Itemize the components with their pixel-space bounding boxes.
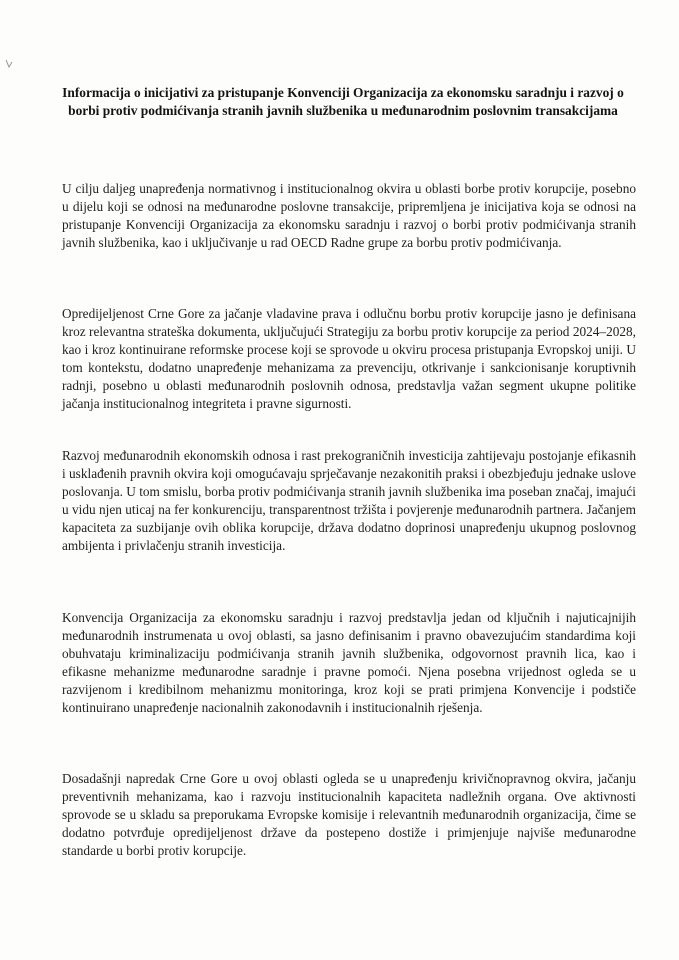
paragraph-4: Konvencija Organizacija za ekonomsku saradnju i razvoj predstavlja jedan od ključnih i najuticajnijih međunarodnih instrumenata u ovoj oblasti, sa jasno definisanim i pravno obavezujućim standardima koji obuhvataju kriminalizaciju podmićivanja stranih javnih službenika, odgovornost pravnih lica, kao i efikasne mehanizme međunarodne saradnje i pravne pomoći. Njena posebna vrijednost ogleda se u razvijenom i kredibilnom mehanizmu monitoringa, kroz koji se prati primjena Konvencije i podstiče kontinuirano unapređenje nacionalnih zakonodavnih i institucionalnih rješenja. <box>62 610 636 716</box>
paragraph-3: Razvoj međunarodnih ekonomskih odnosa i rast prekograničnih investicija zahtijevaju postojanje efikasnih i usklađenih pravnih okvira koji omogućavaju sprječavanje nezakonitih praksi i obezbjeđuju jednake uslove poslovanja. U tom smislu, borba protiv podmićivanja stranih javnih službenika ima poseban značaj, imajući u vidu njen uticaj na fer konkurenciju, transparentnost tržišta i povjerenje međunarodnih partnera. Jačanjem kapaciteta za suzbijanje ovih oblika korupcije, država dodatno doprinosi unapređenju ukupnog poslovnog ambijenta i privlačenju stranih investicija. <box>62 448 636 554</box>
paragraph-5: Dosadašnji napredak Crne Gore u ovoj oblasti ogleda se u unapređenju krivičnopravnog okvira, jačanju preventivnih mehanizama, kao i razvoju institucionalnih kapaciteta nadležnih organa. Ove aktivnosti sprovode se u skladu sa preporukama Evropske komisije i relevantnih međunarodnih organizacija, čime se dodatno potvrđuje opredijeljenost države da postepeno dostiže i primjenjuje najviše međunarodne standarde u borbi protiv korupcije. <box>62 771 636 859</box>
paragraph-2: Opredijeljenost Crne Gore za jačanje vladavine prava i odlučnu borbu protiv korupcije jasno je definisana kroz relevantna strateška dokumenta, uključujući Strategiju za borbu protiv korupcije za period 2024–2028, kao i kroz kontinuirane reformske procese koji se sprovode u okviru procesa pristupanja Evropskoj uniji. U tom kontekstu, dodatno unapređenje mehanizama za prevenciju, otkrivanje i sankcionisanje koruptivnih radnji, posebno u oblasti međunarodnih poslovnih odnosa, predstavlja važan segment ukupne politike jačanja institucionalnog integriteta i pravne sigurnosti. <box>62 306 636 412</box>
document-title: Informacija o inicijativi za pristupanje Konvenciji Organizacija za ekonomsku saradnju i razvoj o borbi protiv podmićivanja stranih javnih službenika u međunarodnim poslovnim transakcijama <box>62 85 624 118</box>
paragraph-1: U cilju daljeg unapređenja normativnog i institucionalnog okvira u oblasti borbe protiv korupcije, posebno u dijelu koji se odnosi na međunarodne poslovne transakcije, pripremljena je inicijativa koja se odnosi na pristupanje Konvenciji Organizacija za ekonomsku saradnju i razvoj o borbi protiv podmićivanja stranih javnih službenika, kao i uključivanje u rad OECD Radne grupe za borbu protiv podmićivanja. <box>62 181 636 251</box>
pen-mark-icon <box>4 58 14 70</box>
